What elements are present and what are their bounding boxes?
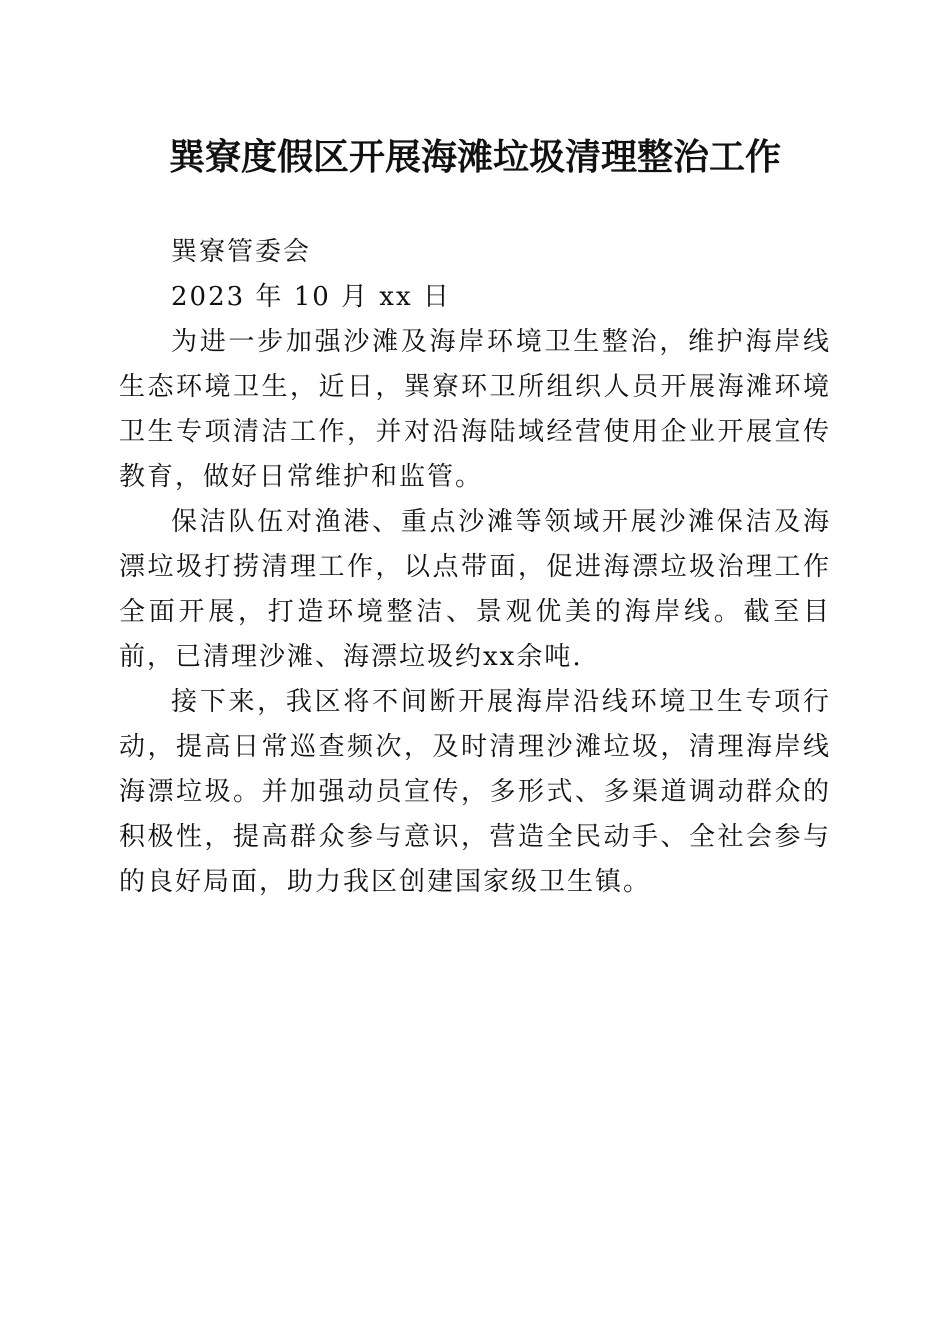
- paragraph-3: 接下来，我区将不间断开展海岸沿线环境卫生专项行动，提高日常巡查频次，及时清理沙滩垃圾，清理海岸线海漂垃圾。并加强动员宣传，多形式、多渠道调动群众的积极性，提高群众参与意识，营造全民动手、全社会参与的良好局面，助力我区创建国家级卫生镇。: [119, 687, 831, 897]
- paragraph-2: 保洁队伍对渔港、重点沙滩等领域开展沙滩保洁及海漂垃圾打捞清理工作，以点带面，促进海漂垃圾治理工作全面开展，打造环境整洁、景观优美的海岸线。截至目前，已清理沙滩、海漂垃圾约xx余吨.: [119, 507, 831, 672]
- author-line: 巽寮管委会: [171, 237, 312, 267]
- document-body: [119, 230, 831, 905]
- date-line: 2023 年 10 月 xx 日: [171, 282, 451, 312]
- paragraph-1: 为进一步加强沙滩及海岸环境卫生整治，维护海岸线生态环境卫生，近日，巽寮环卫所组织人员开展海滩环境卫生专项清洁工作，并对沿海陆域经营使用企业开展宣传教育，做好日常维护和监管。: [119, 327, 831, 492]
- document-title: 巽寮度假区开展海滩垃圾清理整治工作: [168, 137, 781, 178]
